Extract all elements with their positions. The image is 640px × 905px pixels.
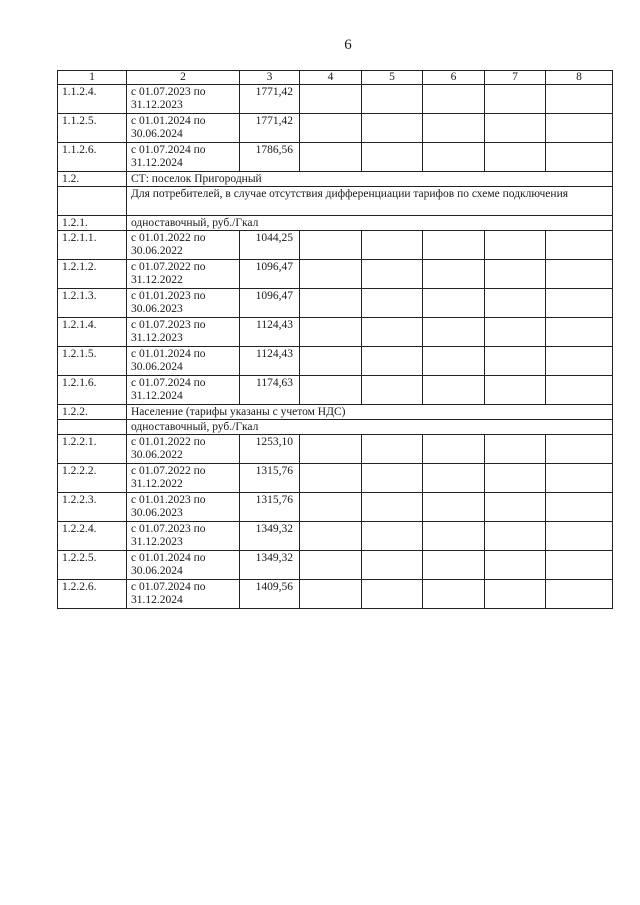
row-code: 1.2.1.5. <box>58 347 127 376</box>
row-period: с 01.01.2024 по 30.06.2024 <box>127 551 240 580</box>
tariff-row <box>58 464 613 493</box>
tariff-row <box>58 318 613 347</box>
row-code: 1.2.1.1. <box>58 231 127 260</box>
empty-cell <box>423 580 485 609</box>
empty-cell <box>485 551 546 580</box>
empty-cell <box>300 231 362 260</box>
tariff-row <box>58 347 613 376</box>
section-title: СТ: поселок Пригородный <box>127 172 613 187</box>
empty-cell <box>362 143 423 172</box>
section-row <box>58 420 613 435</box>
empty-cell <box>485 493 546 522</box>
row-code: 1.2.1.2. <box>58 260 127 289</box>
empty-cell <box>485 231 546 260</box>
empty-cell <box>300 114 362 143</box>
row-code <box>58 420 127 435</box>
row-period: с 01.07.2023 по 31.12.2023 <box>127 522 240 551</box>
empty-cell <box>300 260 362 289</box>
row-code: 1.2.2.3. <box>58 493 127 522</box>
empty-cell <box>362 260 423 289</box>
tariff-row <box>58 522 613 551</box>
empty-cell <box>546 143 613 172</box>
empty-cell <box>546 493 613 522</box>
empty-cell <box>423 114 485 143</box>
empty-cell <box>485 376 546 405</box>
row-code: 1.2.1.6. <box>58 376 127 405</box>
empty-cell <box>546 260 613 289</box>
row-code: 1.1.2.5. <box>58 114 127 143</box>
empty-cell <box>485 464 546 493</box>
tariff-row <box>58 143 613 172</box>
empty-cell <box>485 318 546 347</box>
tariff-row <box>58 289 613 318</box>
row-tariff-value: 1315,76 <box>240 464 300 493</box>
tariff-row <box>58 551 613 580</box>
section-row <box>58 405 613 420</box>
tariff-row <box>58 231 613 260</box>
row-tariff-value: 1096,47 <box>240 260 300 289</box>
tariff-table <box>57 70 613 609</box>
empty-cell <box>546 114 613 143</box>
empty-cell <box>485 114 546 143</box>
empty-cell <box>300 464 362 493</box>
tariff-row <box>58 260 613 289</box>
empty-cell <box>423 85 485 114</box>
empty-cell <box>546 347 613 376</box>
row-tariff-value: 1409,56 <box>240 580 300 609</box>
row-tariff-value: 1786,56 <box>240 143 300 172</box>
empty-cell <box>485 85 546 114</box>
row-tariff-value: 1349,32 <box>240 522 300 551</box>
empty-cell <box>423 493 485 522</box>
empty-cell <box>300 580 362 609</box>
page-number: 6 <box>344 37 352 53</box>
row-tariff-value: 1771,42 <box>240 114 300 143</box>
empty-cell <box>485 143 546 172</box>
row-code: 1.1.2.4. <box>58 85 127 114</box>
tariff-row <box>58 580 613 609</box>
note-row <box>58 187 613 216</box>
column-header: 7 <box>485 71 546 85</box>
section-title: одноставочный, руб./Гкал <box>127 216 613 231</box>
row-period: с 01.07.2024 по 31.12.2024 <box>127 376 240 405</box>
empty-cell <box>300 522 362 551</box>
empty-cell <box>423 435 485 464</box>
row-tariff-value: 1315,76 <box>240 493 300 522</box>
row-code: 1.2.2.4. <box>58 522 127 551</box>
row-tariff-value: 1096,47 <box>240 289 300 318</box>
empty-cell <box>485 347 546 376</box>
row-code: 1.2. <box>58 172 127 187</box>
empty-cell <box>423 260 485 289</box>
section-row <box>58 216 613 231</box>
column-header: 3 <box>240 71 300 85</box>
empty-cell <box>546 580 613 609</box>
section-title: Население (тарифы указаны с учетом НДС) <box>127 405 613 420</box>
empty-cell <box>546 318 613 347</box>
row-period: с 01.07.2024 по 31.12.2024 <box>127 580 240 609</box>
empty-cell <box>546 231 613 260</box>
row-period: с 01.01.2022 по 30.06.2022 <box>127 435 240 464</box>
row-period: с 01.01.2023 по 30.06.2023 <box>127 493 240 522</box>
empty-cell <box>423 522 485 551</box>
empty-cell <box>362 435 423 464</box>
empty-cell <box>546 435 613 464</box>
tariff-row <box>58 493 613 522</box>
row-code: 1.2.1. <box>58 216 127 231</box>
empty-cell <box>362 85 423 114</box>
row-code: 1.2.2. <box>58 405 127 420</box>
table-header-row <box>58 71 613 85</box>
empty-cell <box>546 464 613 493</box>
column-header: 2 <box>127 71 240 85</box>
row-period: с 01.01.2024 по 30.06.2024 <box>127 347 240 376</box>
empty-cell <box>362 114 423 143</box>
empty-cell <box>546 522 613 551</box>
empty-cell <box>423 464 485 493</box>
empty-cell <box>362 493 423 522</box>
empty-cell <box>300 551 362 580</box>
empty-cell <box>300 289 362 318</box>
empty-cell <box>362 231 423 260</box>
empty-cell <box>300 143 362 172</box>
empty-cell <box>362 347 423 376</box>
row-code: 1.2.2.6. <box>58 580 127 609</box>
empty-cell <box>300 318 362 347</box>
row-tariff-value: 1174,63 <box>240 376 300 405</box>
row-tariff-value: 1044,25 <box>240 231 300 260</box>
column-header: 1 <box>58 71 127 85</box>
tariff-row <box>58 85 613 114</box>
empty-cell <box>546 85 613 114</box>
empty-cell <box>362 522 423 551</box>
section-row <box>58 172 613 187</box>
empty-cell <box>485 435 546 464</box>
tariff-row <box>58 114 613 143</box>
empty-cell <box>362 551 423 580</box>
row-tariff-value: 1349,32 <box>240 551 300 580</box>
empty-cell <box>485 289 546 318</box>
row-code: 1.2.1.3. <box>58 289 127 318</box>
row-code: 1.2.2.5. <box>58 551 127 580</box>
empty-cell <box>300 435 362 464</box>
row-period: с 01.07.2022 по 31.12.2022 <box>127 260 240 289</box>
row-code: 1.2.2.1. <box>58 435 127 464</box>
empty-cell <box>362 580 423 609</box>
row-tariff-value: 1124,43 <box>240 347 300 376</box>
empty-cell <box>423 376 485 405</box>
row-period: с 01.01.2022 по 30.06.2022 <box>127 231 240 260</box>
empty-cell <box>485 522 546 551</box>
column-header: 5 <box>362 71 423 85</box>
empty-cell <box>362 289 423 318</box>
tariff-row <box>58 376 613 405</box>
empty-cell <box>423 318 485 347</box>
tariff-table-body <box>58 71 613 609</box>
row-tariff-value: 1124,43 <box>240 318 300 347</box>
empty-cell <box>423 347 485 376</box>
row-period: с 01.07.2024 по 31.12.2024 <box>127 143 240 172</box>
empty-cell <box>423 143 485 172</box>
row-code: 1.1.2.6. <box>58 143 127 172</box>
row-period: с 01.07.2022 по 31.12.2022 <box>127 464 240 493</box>
column-header: 4 <box>300 71 362 85</box>
row-period: с 01.01.2023 по 30.06.2023 <box>127 289 240 318</box>
row-tariff-value: 1771,42 <box>240 85 300 114</box>
tariff-row <box>58 435 613 464</box>
empty-cell <box>362 376 423 405</box>
empty-cell <box>362 464 423 493</box>
empty-cell <box>546 551 613 580</box>
row-period: с 01.07.2023 по 31.12.2023 <box>127 318 240 347</box>
section-title: одноставочный, руб./Гкал <box>127 420 613 435</box>
note-text: Для потребителей, в случае отсутствия дифференциации тарифов по схеме подключения <box>127 187 613 216</box>
row-code <box>58 187 127 216</box>
empty-cell <box>300 493 362 522</box>
empty-cell <box>423 289 485 318</box>
row-code: 1.2.1.4. <box>58 318 127 347</box>
column-header: 6 <box>423 71 485 85</box>
column-header: 8 <box>546 71 613 85</box>
empty-cell <box>300 85 362 114</box>
empty-cell <box>546 289 613 318</box>
empty-cell <box>423 551 485 580</box>
empty-cell <box>485 580 546 609</box>
empty-cell <box>485 260 546 289</box>
empty-cell <box>546 376 613 405</box>
empty-cell <box>423 231 485 260</box>
empty-cell <box>300 347 362 376</box>
row-period: с 01.07.2023 по 31.12.2023 <box>127 85 240 114</box>
row-code: 1.2.2.2. <box>58 464 127 493</box>
row-tariff-value: 1253,10 <box>240 435 300 464</box>
row-period: с 01.01.2024 по 30.06.2024 <box>127 114 240 143</box>
empty-cell <box>362 318 423 347</box>
empty-cell <box>300 376 362 405</box>
